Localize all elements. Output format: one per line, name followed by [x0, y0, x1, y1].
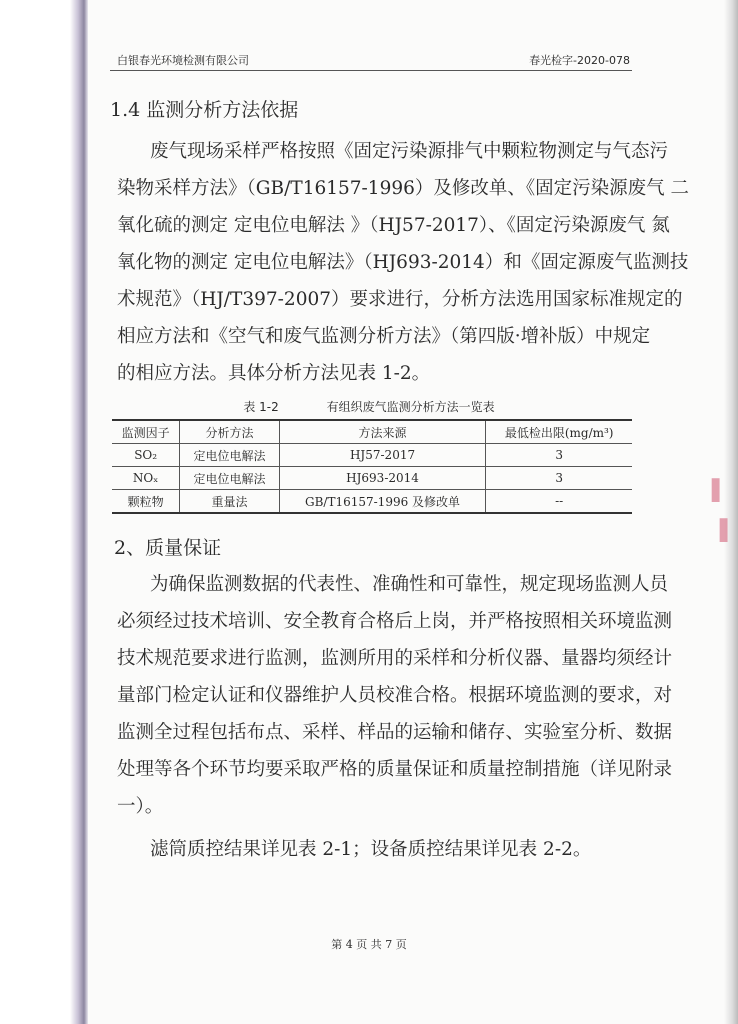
paragraph-line: 必须经过技术培训、安全教育合格后上岗，并严格按照相关环境监测 — [117, 611, 673, 632]
header-report-number: 春光检字-2020-078 — [529, 54, 630, 67]
header-cell: 方法来源 — [279, 420, 486, 444]
header-cell: 分析方法 — [180, 420, 279, 444]
paragraph-line: 废气现场采样严格按照《固定污染源排气中颗粒物测定与气态污 — [150, 141, 669, 162]
table-caption — [0, 398, 738, 415]
cell: 3 — [486, 467, 632, 490]
cell: -- — [486, 490, 632, 514]
paragraph-line: 氧化物的测定 定电位电解法》（HJ693-2014）和《固定源废气监测技 — [117, 252, 689, 273]
cell: SO₂ — [112, 444, 180, 467]
cell: 3 — [486, 444, 632, 467]
paragraph-line: 处理等各个环节均要采取严格的质量保证和质量控制措施（详见附录 — [117, 759, 673, 780]
table-title: 有组织废气监测分析方法一览表 — [326, 400, 495, 414]
paragraph-note: 滤筒质控结果详见表 2-1；设备质控结果详见表 2-2。 — [150, 839, 592, 860]
header-rule — [110, 70, 632, 71]
seal-stamp-fragment: ▌ ▐ — [712, 478, 728, 542]
table-row — [112, 467, 632, 490]
page-number: 第 4 页 共 7 页 — [331, 938, 407, 951]
paragraph-line: 为确保监测数据的代表性、准确性和可靠性，规定现场监测人员 — [150, 574, 669, 595]
cell: GB/T16157-1996 及修改单 — [279, 490, 486, 514]
header-cell: 监测因子 — [112, 420, 180, 444]
header-cell: 最低检出限(mg/m³) — [486, 420, 632, 444]
section-2-title: 2、质量保证 — [114, 537, 222, 559]
header-company: 白银春光环境检测有限公司 — [117, 54, 249, 67]
paragraph-line: 的相应方法。具体分析方法见表 1-2。 — [117, 363, 431, 384]
cell: NOₓ — [112, 467, 180, 490]
cell: 定电位电解法 — [180, 467, 279, 490]
paragraph-line: 染物采样方法》（GB/T16157-1996）及修改单、《固定污染源废气 二 — [117, 178, 690, 199]
table-row — [112, 444, 632, 467]
binding-edge — [0, 0, 88, 1024]
cell: HJ693-2014 — [279, 467, 486, 490]
paragraph-line: 相应方法和《空气和废气监测分析方法》（第四版·增补版）中规定 — [117, 326, 651, 347]
cell: 重量法 — [180, 490, 279, 514]
section-1-4-title: 1.4 监测分析方法依据 — [110, 99, 299, 121]
paragraph-line: 一）。 — [117, 796, 164, 817]
table-row — [112, 490, 632, 514]
cell: 定电位电解法 — [180, 444, 279, 467]
cell: HJ57-2017 — [279, 444, 486, 467]
paragraph-line: 术规范》（HJ/T397-2007）要求进行，分析方法选用国家标准规定的 — [117, 289, 683, 310]
cell: 颗粒物 — [112, 490, 180, 514]
table-header-row — [112, 420, 632, 444]
table-number: 表 1-2 — [243, 400, 279, 414]
paragraph-line: 氧化硫的测定 定电位电解法 》（HJ57-2017）、《固定污染源废气 氮 — [117, 215, 670, 236]
paragraph-line: 量部门检定认证和仪器维护人员校准合格。根据环境监测的要求，对 — [117, 685, 673, 706]
methods-table — [112, 419, 632, 514]
paragraph-line: 监测全过程包括布点、采样、样品的运输和储存、实验室分析、数据 — [117, 722, 673, 743]
paragraph-line: 技术规范要求进行监测，监测所用的采样和分析仪器、量器均须经计 — [117, 648, 673, 669]
